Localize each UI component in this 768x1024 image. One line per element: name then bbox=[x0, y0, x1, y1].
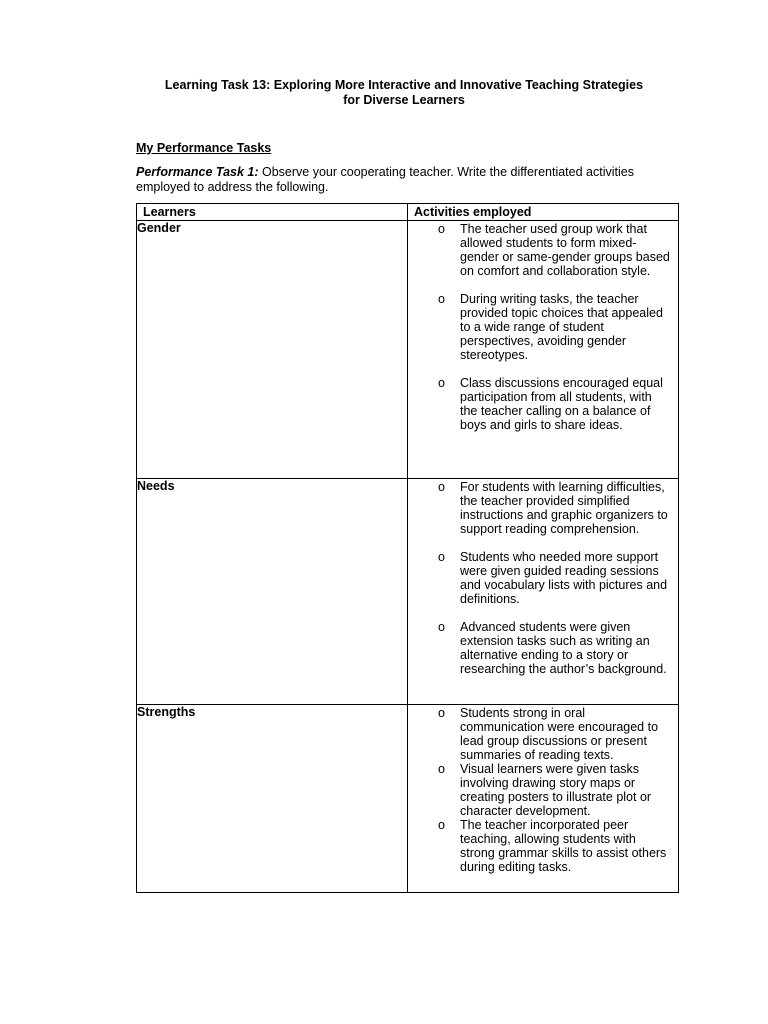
activity-text: The teacher used group work that allowed students to form mixed-gender or same-gender groups based on comfort and collaboration style. bbox=[460, 222, 670, 278]
list-item bbox=[408, 762, 678, 818]
activities-cell-needs bbox=[408, 479, 679, 705]
list-item bbox=[408, 480, 678, 536]
table-row-needs bbox=[137, 479, 679, 705]
header-learners: Learners bbox=[137, 204, 408, 221]
bullet-icon: o bbox=[438, 292, 445, 306]
list-item bbox=[408, 292, 678, 362]
activity-text: For students with learning difficulties, the teacher provided simplified instructions and graphic organizers to support reading comprehension. bbox=[460, 480, 668, 536]
list-item bbox=[408, 222, 678, 278]
bullet-icon: o bbox=[438, 706, 445, 720]
bullet-icon: o bbox=[438, 550, 445, 564]
title-line-2: for Diverse Learners bbox=[343, 93, 465, 107]
activity-text: The teacher incorporated peer teaching, allowing students with strong grammar skills to assist others during editing tasks. bbox=[460, 818, 667, 874]
activities-cell-gender bbox=[408, 221, 679, 479]
activities-cell-strengths bbox=[408, 705, 679, 893]
activity-text: Students who needed more support were given guided reading sessions and vocabulary lists with pictures and definitions. bbox=[460, 550, 668, 606]
header-activities: Activities employed bbox=[408, 204, 679, 221]
task-instruction-paragraph bbox=[136, 165, 656, 194]
learner-cell-needs: Needs bbox=[137, 479, 408, 705]
list-item bbox=[408, 706, 678, 762]
activity-list bbox=[408, 221, 678, 432]
activities-table bbox=[136, 203, 679, 893]
activity-text: Class discussions encouraged equal participation from all students, with the teacher calling on a balance of boys and girls to share ideas. bbox=[460, 376, 663, 432]
activity-text: Students strong in oral communication were encouraged to lead group discussions or present summaries of reading texts. bbox=[460, 706, 659, 762]
bullet-icon: o bbox=[438, 222, 445, 236]
list-item bbox=[408, 620, 678, 676]
learner-cell-gender: Gender bbox=[137, 221, 408, 479]
table-header-row bbox=[137, 204, 679, 221]
section-heading: My Performance Tasks bbox=[136, 141, 272, 155]
bullet-icon: o bbox=[438, 620, 445, 634]
activity-list bbox=[408, 705, 678, 876]
table-row-strengths bbox=[137, 705, 679, 893]
list-item bbox=[408, 376, 678, 432]
bullet-icon: o bbox=[438, 376, 445, 390]
title-line-1: Learning Task 13: Exploring More Interactive and Innovative Teaching Strategies bbox=[164, 78, 644, 92]
learner-cell-strengths: Strengths bbox=[137, 705, 408, 893]
task-instruction: Observe your cooperating teacher. Write the differentiated activities employed to address the following. bbox=[136, 165, 634, 194]
activity-text: During writing tasks, the teacher provided topic choices that appealed to a wide range of student perspectives, avoiding gender stereotypes. bbox=[460, 292, 663, 362]
activity-text: Visual learners were given tasks involving drawing story maps or creating posters to illustrate plot or character development. bbox=[460, 762, 652, 818]
bullet-icon: o bbox=[438, 818, 445, 832]
table-row-gender bbox=[137, 221, 679, 479]
activity-list bbox=[408, 479, 678, 676]
bullet-icon: o bbox=[438, 762, 445, 776]
list-item bbox=[408, 550, 678, 606]
activity-text: Advanced students were given extension tasks such as writing an alternative ending to a story or researching the author’s background. bbox=[460, 620, 667, 676]
document-title bbox=[120, 78, 688, 108]
task-label: Performance Task 1: bbox=[136, 165, 259, 179]
bullet-icon: o bbox=[438, 480, 445, 494]
list-item bbox=[408, 818, 678, 874]
